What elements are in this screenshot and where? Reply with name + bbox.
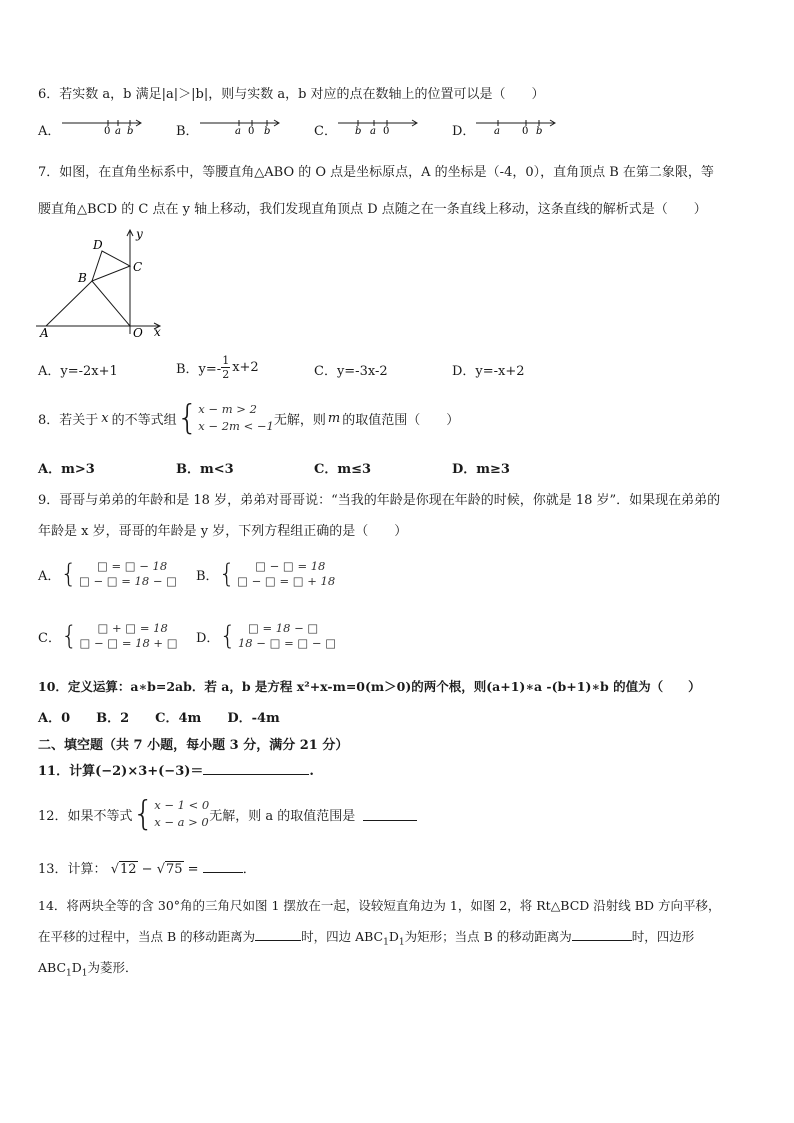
q13-answer-blank [203,860,243,873]
q7-label-A: A [40,326,49,338]
q14-blank-2 [572,928,632,941]
q6a-mark-b: b [127,126,134,137]
q8-mid: 的不等式组 [111,412,177,428]
q13-radicand2: 75 [166,862,183,877]
q6c-mark-0: 0 [383,126,390,137]
q9-option-d-system [238,621,336,651]
q9-option-d [196,618,336,654]
q6d-mark-a: a [494,126,500,137]
q6d-mark-b: b [536,126,543,137]
radical-icon: √ [156,862,165,877]
q7-option-a: A．y=-2x+1 [38,364,118,379]
q11-stem [38,760,314,779]
q13-stem [38,858,256,877]
q6b-mark-a: a [235,126,241,137]
q9-option-d-label: D． [196,630,220,646]
q8-option-b: B．m<3 [176,462,234,477]
q14-l2c: D [388,929,399,944]
q13-minus: − [137,862,157,877]
q9-option-a [38,556,177,592]
q12-answer-blank [363,808,417,821]
q10-stem: 10．定义运算：a∗b=2ab．若 a，b 是方程 x²+x-m=0(m＞0)的两个根，则(a+1)∗a -(b+1)∗b 的值为（ ） [38,679,701,694]
q14-l2e: 时，四边形 [631,929,695,944]
q8-post2: 的取值范围（ ） [342,412,460,428]
q6-option-c-numberline [336,114,420,138]
q9-option-c-brace: { [60,621,78,651]
q12-post: 无解，则 a 的取值范围是 [209,808,356,824]
q13-sqrt1 [111,862,138,877]
q12-stem [38,792,417,836]
q8-brace: { [176,398,199,438]
q14-blank-1 [255,928,301,941]
q14-sub-a: 1 [383,937,389,948]
q8-pre: 8．若关于 [38,412,99,428]
section-title-fill-in: 二、填空题（共 7 小题，每小题 3 分，满分 21 分） [38,738,349,753]
q7-label-x: x [154,325,161,338]
q9a-eq2: □ − □ = 18 − □ [78,574,178,588]
q6-option-a-label: A． [38,124,61,139]
q9-option-a-label: A． [38,568,61,584]
q11-end: . [309,764,314,779]
q8-ineq1: x − m > 2 [198,402,257,416]
radical-icon: √ [110,862,119,877]
q6c-mark-a: a [370,126,376,137]
q7-option-c: C．y=-3x-2 [314,364,388,379]
q9-option-a-system [79,559,177,589]
q8-option-d: D．m≥3 [452,462,510,477]
q9-option-c [38,618,178,654]
q9a-eq1: □ = □ − 18 [96,559,168,573]
q14-line2 [38,927,694,948]
q8-system [198,401,274,435]
q8-option-a: A．m>3 [38,462,95,477]
q7-label-y: y [136,227,143,241]
q7-frac-den: 2 [222,367,230,381]
q6-option-b-label: B． [176,124,199,139]
q14-sub-b: 1 [398,937,405,948]
q6d-mark-0: 0 [522,126,529,137]
q13-radicand1: 12 [119,862,137,877]
q9-option-d-brace: { [219,621,236,651]
q9c-eq1: □ + □ = 18 [97,621,168,635]
q14-l3a: ABC [38,960,67,975]
q9-option-c-label: C． [38,630,61,646]
q12-pre: 12．如果不等式 [38,808,133,824]
q6c-mark-b: b [355,126,362,137]
q6-option-d-numberline [474,114,558,138]
q7-figure [36,226,166,338]
q8-ineq2: x − 2m < −1 [198,419,274,433]
q14-line1: 14．将两块全等的含 30°角的三角尺如图 1 摆放在一起，设较短直角边为 1，如图 2，将 Rt△BCD 沿射线 BD 方向平移， [38,898,721,913]
q8-option-c: C．m≤3 [314,462,372,477]
q7-option-b-fraction [221,354,230,381]
q9-option-c-system [80,621,178,651]
q6-option-c-label: C． [314,124,337,139]
q9-option-a-brace: { [60,559,77,589]
q9-stem-line1: 9．哥哥与弟弟的年龄和是 18 岁，弟弟对哥哥说：“当我的年龄是你现在年龄的时候，你就是 18 岁”．如果现在弟弟的 [38,493,721,508]
q14-l3b: D [71,960,82,975]
q9c-eq2: □ − □ = 18 + □ [79,636,178,650]
q9-option-b [196,556,335,592]
q7-frac-num: 1 [222,353,230,367]
q14-l2a: 在平移的过程中，当点 B 的移动距离为 [38,929,256,944]
q14-line3 [38,958,138,979]
q9b-eq2: □ − □ = □ + 18 [237,574,336,588]
q7-stem-line2: 腰直角△BCD 的 C 点在 y 轴上移动，我们发现直角顶点 D 点随之在一条直线上移动，这条直线的解析式是（ ） [38,202,707,217]
q7-option-b-post: x+2 [232,359,259,375]
q8-stem [38,395,459,441]
q7-stem-line1: 7．如图，在直角坐标系中，等腰直角△ABO 的 O 点是坐标原点，A 的坐标是（-4，0），直角顶点 B 在第二象限，等 [38,165,714,180]
q7-option-b [176,349,259,385]
q9-option-b-label: B． [196,568,219,584]
q14-l3c: 为菱形． [87,960,138,975]
q7-label-C: C [133,260,143,274]
q7-option-b-pre: B．y=- [176,361,222,377]
q13-pre: 13．计算： [38,862,107,877]
q12-ineq2: x − a > 0 [154,815,209,829]
q14-l2d: 为矩形；当点 B 的移动距离为 [404,929,572,944]
q6-option-b-numberline [198,114,282,138]
q6a-mark-a: a [115,126,121,137]
q11-answer-blank [203,762,309,775]
q6-stem: 6．若实数 a，b 满足|a|＞|b|，则与实数 a，b 对应的点在数轴上的位置可以是（ ） [38,87,545,102]
q6b-mark-b: b [264,126,271,137]
q13-eq: = [183,862,203,877]
q8-var-x: x [101,410,109,426]
q12-ineq1: x − 1 < 0 [154,798,210,812]
q7-label-O: O [133,326,143,338]
q9-option-b-system [237,559,335,589]
q9-option-b-brace: { [218,559,236,589]
q6-option-a-numberline [60,114,144,138]
q9b-eq1: □ − □ = 18 [255,559,326,573]
q14-sub-d: 1 [81,968,88,979]
q12-system [154,797,209,831]
q6b-mark-0: 0 [248,126,255,137]
q8-var-m: m [327,410,341,426]
q12-brace: { [132,794,155,834]
q6a-mark-0: 0 [104,126,111,137]
q7-label-B: B [78,271,87,285]
q6-option-d-label: D． [452,124,476,139]
q13-end: ． [242,862,256,877]
q14-sub-c: 1 [66,968,72,979]
q9d-eq2: 18 − □ = □ − □ [237,636,337,650]
q11-text: 11．计算(−2)×3+(−3)＝ [38,764,204,779]
q8-post1: 无解，则 [273,412,326,428]
q9-stem-line2: 年龄是 x 岁，哥哥的年龄是 y 岁，下列方程组正确的是（ ） [38,524,408,539]
q7-label-D: D [93,238,103,252]
q7-option-d: D．y=-x+2 [452,364,525,379]
q13-sqrt2 [157,862,184,877]
q9d-eq1: □ = 18 − □ [247,621,319,635]
q10-options: A．0 B．2 C．4m D．-4m [38,711,280,726]
q14-l2b: 时，四边 ABC [301,929,384,944]
